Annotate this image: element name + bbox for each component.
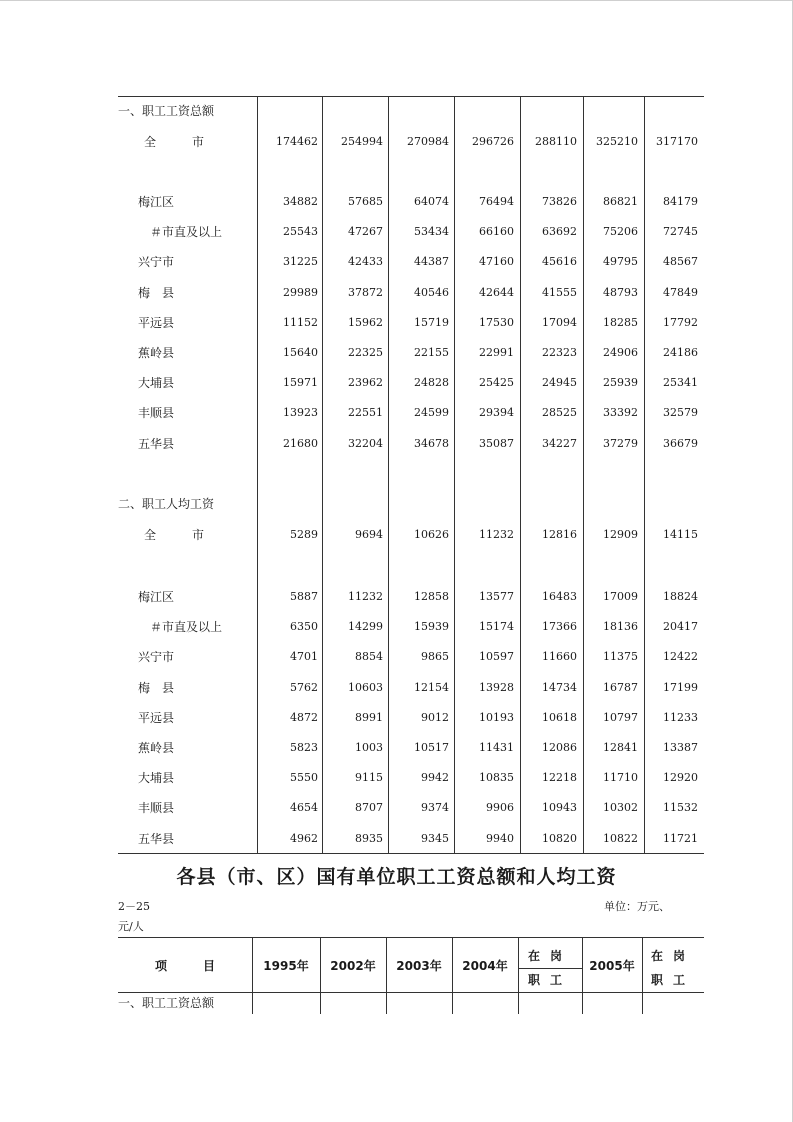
header-onpost-b-top: 在岗: [650, 949, 695, 963]
header-1995: 1995年: [263, 959, 309, 973]
table-row-label: 五华县: [138, 831, 175, 846]
column-divider: [388, 96, 389, 853]
table-row-value: 42433: [348, 255, 383, 269]
table-row-value: 9906: [486, 801, 514, 815]
total-row-value: 12816: [542, 528, 577, 541]
total-row-label: 全 市: [144, 135, 205, 149]
table-row-value: 15962: [348, 315, 383, 329]
total-row-value: 10626: [414, 528, 449, 541]
total-row-value: 317170: [656, 135, 698, 148]
table-row-value: 12858: [414, 590, 449, 603]
table-row-label: 平远县: [138, 315, 175, 330]
table-row-value: 35087: [479, 436, 514, 450]
table-row-value: 47267: [348, 225, 383, 239]
table-row-value: 14299: [348, 620, 383, 634]
header-2004: 2004年: [462, 959, 508, 973]
table-row-label: ＃市直及以上: [150, 225, 223, 240]
table-row-value: 22155: [414, 346, 449, 359]
table-row-value: 21680: [283, 436, 318, 450]
header-top-rule: [118, 937, 704, 938]
table-row-value: 22325: [348, 346, 383, 359]
table-row-value: 9012: [421, 710, 449, 724]
table-row-value: 25425: [479, 376, 514, 390]
total-row-value: 9694: [355, 528, 383, 541]
column-divider: [582, 937, 583, 1014]
total-row-value: 254994: [341, 135, 383, 148]
table-row-value: 37872: [348, 285, 383, 299]
column-divider: [644, 96, 645, 853]
table-row-value: 34678: [414, 436, 449, 450]
table-row-value: 22323: [542, 346, 577, 359]
total-row-value: 174462: [276, 135, 318, 148]
table-row-label: 蕉岭县: [138, 346, 175, 360]
table-row-value: 16787: [603, 680, 638, 694]
table-row-label: 大埔县: [138, 376, 175, 391]
table-row-value: 4962: [290, 831, 318, 845]
table-row-value: 15939: [414, 620, 449, 634]
section2-heading: 二、职工人均工资: [118, 497, 215, 511]
table-row-label: 大埔县: [138, 771, 175, 786]
column-divider: [583, 96, 584, 853]
table-row-value: 13387: [663, 741, 698, 754]
table-row-value: 24186: [663, 346, 698, 359]
table-row-value: 11431: [479, 741, 514, 754]
table-row-value: 17530: [479, 315, 514, 329]
table-row-value: 10618: [542, 710, 577, 724]
table-row-value: 76494: [479, 195, 514, 208]
table-row-value: 12154: [414, 680, 449, 694]
table-row-value: 11721: [663, 831, 698, 845]
table-row-value: 18136: [603, 620, 638, 634]
table-row-value: 5550: [290, 771, 318, 785]
table-row-value: 48567: [663, 255, 698, 269]
unit-label-line1: 单位：万元、: [604, 900, 670, 913]
table-row-value: 6350: [290, 620, 318, 634]
table-row-value: 11660: [542, 650, 577, 664]
table-row-value: 29394: [479, 406, 514, 420]
table-row-value: 33392: [603, 406, 638, 420]
table-row-value: 11233: [663, 710, 698, 724]
table-row-value: 24945: [542, 376, 577, 390]
table-row-value: 17366: [542, 620, 577, 634]
table-row-value: 40546: [414, 285, 449, 299]
table-row-value: 32204: [348, 436, 383, 450]
table-row-value: 22551: [348, 406, 383, 420]
table-row-value: 5762: [290, 680, 318, 694]
table-row-value: 1003: [355, 741, 383, 754]
table-row-value: 9942: [421, 771, 449, 785]
header-onpost-b-bottom: 职工: [650, 973, 695, 987]
total-row-label: 全 市: [144, 528, 205, 542]
table-row-value: 10302: [603, 801, 638, 815]
table-row-value: 84179: [663, 195, 698, 208]
table-row-label: ＃市直及以上: [150, 620, 223, 635]
table-row-value: 63692: [542, 225, 577, 239]
table-row-value: 44387: [414, 255, 449, 269]
unit-label-line2: 元/人: [118, 920, 144, 933]
header-2002: 2002年: [330, 959, 376, 973]
table-row-label: 五华县: [138, 436, 175, 451]
table-row-value: 36679: [663, 436, 698, 450]
table-row-value: 11232: [348, 590, 383, 603]
table-row-value: 13928: [479, 680, 514, 694]
column-divider: [257, 96, 258, 853]
table-row-value: 15971: [283, 376, 318, 390]
table-row-value: 10943: [542, 801, 577, 815]
table-row-value: 13923: [283, 406, 318, 420]
table-row-value: 8854: [355, 650, 383, 664]
table-row-value: 10603: [348, 680, 383, 694]
table-row-value: 4654: [290, 801, 318, 815]
table-row-value: 9345: [421, 831, 449, 845]
table-row-value: 8991: [355, 710, 383, 724]
total-row-value: 5289: [290, 528, 318, 541]
table-row-value: 12422: [663, 650, 698, 664]
table-row-value: 14734: [542, 680, 577, 694]
table-row-value: 10820: [542, 831, 577, 845]
table-row-value: 8935: [355, 831, 383, 845]
top-table-top-rule: [118, 96, 704, 97]
table-row-value: 42644: [479, 285, 514, 299]
table-row-value: 10797: [603, 710, 638, 724]
onpost-a-split: [518, 968, 582, 969]
table-row-value: 66160: [479, 225, 514, 239]
table-row-value: 16483: [542, 590, 577, 603]
column-divider: [454, 96, 455, 853]
header-onpost-a-top: 在岗: [527, 949, 572, 963]
table-row-label: 梅江区: [138, 195, 175, 209]
table-row-value: 11152: [283, 315, 318, 329]
table-row-value: 31225: [283, 255, 318, 269]
table-row-label: 梅 县: [138, 285, 175, 300]
table-row-label: 梅江区: [138, 590, 175, 604]
table-row-value: 29989: [283, 285, 318, 299]
table-row-value: 64074: [414, 195, 449, 208]
table-row-value: 24599: [414, 406, 449, 420]
column-divider: [452, 937, 453, 1014]
total-row-value: 288110: [535, 135, 577, 148]
table-row-value: 32579: [663, 406, 698, 420]
table-row-label: 丰顺县: [138, 801, 175, 816]
table-row-value: 12841: [603, 741, 638, 754]
table-row-value: 12218: [542, 771, 577, 785]
table-row-value: 17792: [663, 315, 698, 329]
table-row-value: 49795: [603, 255, 638, 269]
table-row-value: 41555: [542, 285, 577, 299]
table-row-value: 47849: [663, 285, 698, 299]
total-row-value: 270984: [407, 135, 449, 148]
table-row-value: 4872: [290, 710, 318, 724]
table-row-value: 34882: [283, 195, 318, 208]
table-row-value: 47160: [479, 255, 514, 269]
table-row-value: 48793: [603, 285, 638, 299]
total-row-value: 12909: [603, 528, 638, 541]
table-row-value: 15640: [283, 346, 318, 359]
table-row-label: 平远县: [138, 710, 175, 725]
column-divider: [520, 96, 521, 853]
table-row-value: 4701: [290, 650, 318, 664]
header-2003: 2003年: [396, 959, 442, 973]
table-row-value: 18285: [603, 315, 638, 329]
table-row-value: 10835: [479, 771, 514, 785]
next-table-first-row: 一、职工工资总额: [118, 996, 215, 1010]
total-row-value: 14115: [663, 528, 698, 541]
table-row-value: 25543: [283, 225, 318, 239]
table-row-value: 24906: [603, 346, 638, 359]
header-item: 项 目: [154, 959, 215, 973]
table-row-value: 23962: [348, 376, 383, 390]
total-row-value: 296726: [472, 135, 514, 148]
table-row-value: 10517: [414, 741, 449, 754]
total-row-value: 11232: [479, 528, 514, 541]
table-row-value: 9115: [355, 771, 383, 785]
table-row-value: 17009: [603, 590, 638, 603]
table-row-label: 蕉岭县: [138, 741, 175, 755]
table-row-value: 10822: [603, 831, 638, 845]
table-row-value: 53434: [414, 225, 449, 239]
table-row-value: 37279: [603, 436, 638, 450]
table-row-value: 28525: [542, 406, 577, 420]
table-row-value: 57685: [348, 195, 383, 208]
table-row-value: 18824: [663, 590, 698, 603]
column-divider: [252, 937, 253, 1014]
header-bottom-rule: [118, 992, 704, 993]
table-row-value: 11375: [603, 650, 638, 664]
table-row-value: 17199: [663, 680, 698, 694]
table-row-value: 45616: [542, 255, 577, 269]
total-row-value: 325210: [596, 135, 638, 148]
table-row-value: 25939: [603, 376, 638, 390]
table-row-value: 86821: [603, 195, 638, 208]
table-row-value: 24828: [414, 376, 449, 390]
column-divider: [386, 937, 387, 1014]
table-row-value: 5887: [290, 590, 318, 603]
next-table-title: 各县（市、区）国有单位职工工资总额和人均工资: [176, 866, 617, 888]
table-row-value: 12086: [542, 741, 577, 754]
table-row-value: 10193: [479, 710, 514, 724]
table-row-value: 72745: [663, 225, 698, 239]
table-row-value: 12920: [663, 771, 698, 785]
table-row-value: 15174: [479, 620, 514, 634]
table-row-label: 丰顺县: [138, 406, 175, 421]
table-row-value: 75206: [603, 225, 638, 239]
table-row-label: 兴宁市: [138, 255, 175, 270]
table-row-label: 兴宁市: [138, 650, 175, 665]
top-table-bottom-rule: [118, 853, 704, 854]
table-row-value: 25341: [663, 376, 698, 390]
table-row-value: 9865: [421, 650, 449, 664]
section1-heading: 一、职工工资总额: [118, 104, 215, 118]
table-row-value: 9940: [486, 831, 514, 845]
column-divider: [320, 937, 321, 1014]
table-row-value: 17094: [542, 315, 577, 329]
table-row-label: 梅 县: [138, 680, 175, 695]
table-row-value: 20417: [663, 620, 698, 634]
table-row-value: 73826: [542, 195, 577, 208]
table-row-value: 22991: [479, 346, 514, 359]
table-row-value: 11710: [603, 771, 638, 785]
table-row-value: 9374: [421, 801, 449, 815]
table-row-value: 8707: [355, 801, 383, 815]
header-onpost-a-bottom: 职工: [527, 973, 572, 987]
table-row-value: 13577: [479, 590, 514, 603]
table-row-value: 5823: [290, 741, 318, 754]
table-row-value: 34227: [542, 436, 577, 450]
table-row-value: 10597: [479, 650, 514, 664]
header-2005: 2005年: [589, 959, 635, 973]
table-row-value: 11532: [663, 801, 698, 815]
column-divider: [322, 96, 323, 853]
table-number: 2－25: [118, 900, 150, 913]
table-row-value: 15719: [414, 315, 449, 329]
